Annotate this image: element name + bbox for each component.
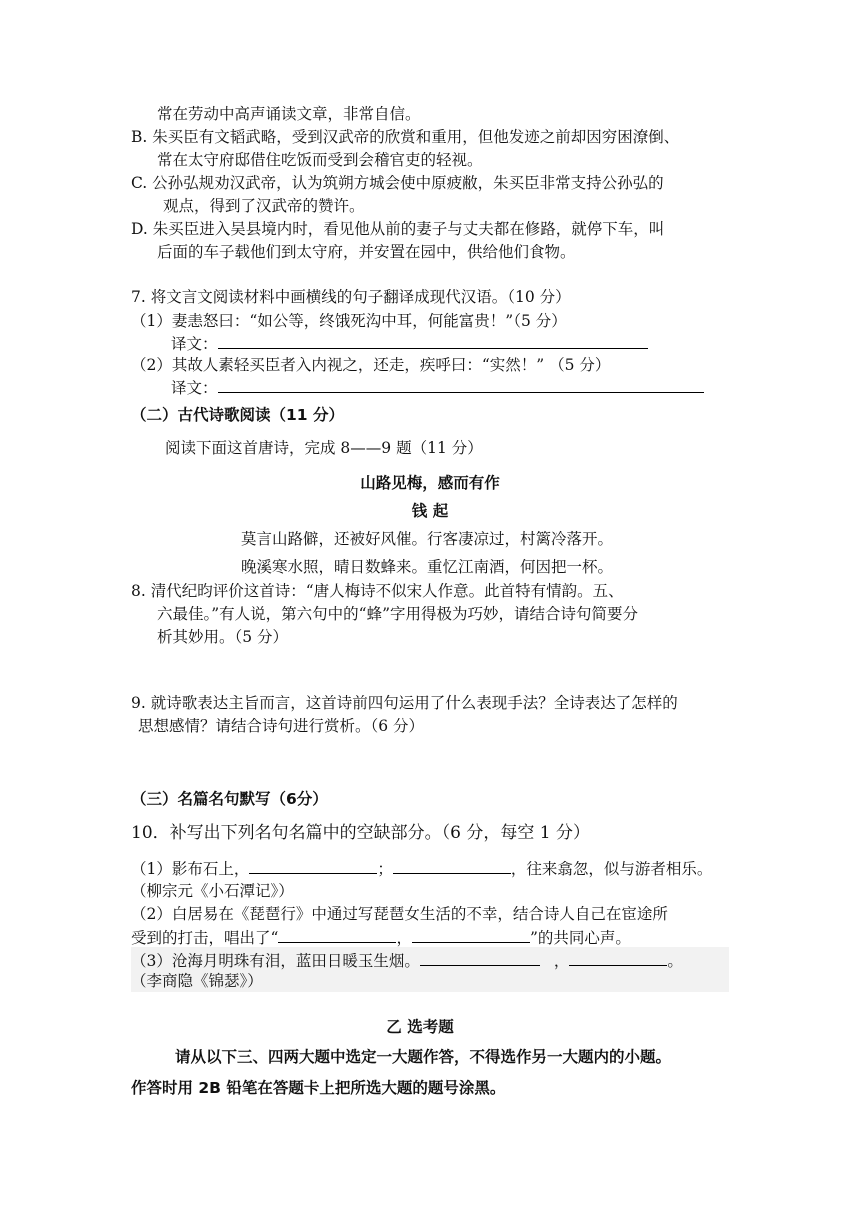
q10-item1 <box>131 858 712 879</box>
section2-intro: 阅读下面这首唐诗，完成 8——9 题（11 分） <box>165 439 483 457</box>
translation-label: 译文： <box>171 379 218 397</box>
option-b-line2: 常在太守府邸借住吃饭而受到会稽官吏的轻视。 <box>157 151 483 169</box>
q10-item1-source: （柳宗元《小石潭记》） <box>131 882 294 900</box>
q9-line2: 思想感情？请结合诗句进行赏析。（6 分） <box>138 717 425 735</box>
q8-line2: 六最佳。”有人说，第六句中的“蜂”字用得极为巧妙，请结合诗句简要分 <box>157 605 639 623</box>
item-text: 受到的打击，唱出了“ <box>131 929 279 947</box>
q9-line1: 9. 就诗歌表达主旨而言，这首诗前四句运用了什么表现手法？全诗表达了怎样的 <box>131 694 678 712</box>
item-text: ，往来翕忽，似与游者相乐。 <box>510 860 713 878</box>
q7-sentence-2: （2）其故人素轻买臣者入内视之，还走，疾呼曰：“实然！” （5 分） <box>131 356 611 374</box>
part-b-heading: 乙 选考题 <box>386 1018 454 1036</box>
part-b-instruction-2: 作答时用 2B 铅笔在答题卡上把所选大题的题号涂黑。 <box>131 1079 506 1097</box>
q10-item3 <box>131 950 683 971</box>
q10-item2-line1: （2）白居易在《琵琶行》中通过写琵琶女生活的不幸，结合诗人自己在宦途所 <box>131 905 668 923</box>
answer-blank[interactable] <box>218 333 648 349</box>
section2-heading: （二）古代诗歌阅读（11 分） <box>131 406 344 424</box>
translation-label: 译文： <box>171 335 218 353</box>
item-text: ”的共同心声。 <box>529 929 631 947</box>
item-text: （3）沧海月明珠有泪，蓝田日暖玉生烟。 <box>131 952 420 970</box>
separator: ； <box>377 860 393 878</box>
q10-title: 10．补写出下列名句名篇中的空缺部分。（6 分，每空 1 分） <box>131 823 590 843</box>
answer-blank[interactable] <box>412 927 530 943</box>
q7-title: 7. 将文言文阅读材料中画横线的句子翻译成现代汉语。（10 分） <box>131 288 571 306</box>
item-text: （1）影布石上， <box>131 860 250 878</box>
q7-translation-1 <box>171 333 648 354</box>
q7-sentence-1: （1）妻恚怒曰：“如公等，终饿死沟中耳，何能富贵！”（5 分） <box>131 312 567 330</box>
separator: ， <box>396 929 412 947</box>
q8-line1: 8. 清代纪昀评价这首诗：“唐人梅诗不似宋人作意。此首特有情韵。五、 <box>131 582 624 600</box>
separator: ， <box>553 952 570 970</box>
answer-blank[interactable] <box>278 927 396 943</box>
answer-blank[interactable] <box>420 950 540 966</box>
poem-line-2: 晚溪寒水照，晴日数蜂来。重忆江南酒，何因把一杯。 <box>241 558 614 576</box>
option-c-line1: C. 公孙弘规劝汉武帝，认为筑朔方城会使中原疲敝，朱买臣非常支持公孙弘的 <box>131 174 664 192</box>
q8-line3: 析其妙用。（5 分） <box>157 628 289 646</box>
option-a-continuation: 常在劳动中高声诵读文章，非常自信。 <box>157 105 421 123</box>
answer-blank[interactable] <box>569 950 667 966</box>
answer-blank[interactable] <box>218 377 704 393</box>
q7-translation-2 <box>171 377 704 398</box>
option-d-line1: D. 朱买臣进入吴县境内时，看见他从前的妻子与丈夫都在修路，就停下车，叫 <box>131 220 665 238</box>
option-b-line1: B. 朱买臣有文韬武略，受到汉武帝的欣赏和重用，但他发迹之前却因穷困潦倒、 <box>131 128 680 146</box>
option-c-line2: 观点，得到了汉武帝的赞许。 <box>163 197 365 215</box>
section3-heading: （三）名篇名句默写（6分） <box>131 790 328 808</box>
q10-item2-line2 <box>131 927 631 948</box>
poem-line-1: 莫言山路僻，还被好风催。行客凄凉过，村篱冷落开。 <box>241 530 614 548</box>
part-b-instruction-1: 请从以下三、四两大题中选定一大题作答，不得选作另一大题内的小题。 <box>175 1048 672 1066</box>
poem-author: 钱 起 <box>411 502 449 520</box>
poem-title: 山路见梅，感而有作 <box>360 474 500 492</box>
option-d-line2: 后面的车子载他们到太守府，并安置在园中，供给他们食物。 <box>157 243 576 261</box>
answer-blank[interactable] <box>393 858 511 874</box>
answer-blank[interactable] <box>249 858 377 874</box>
separator: 。 <box>667 952 683 970</box>
q10-item3-source: （李商隐《锦瑟》） <box>131 972 263 990</box>
